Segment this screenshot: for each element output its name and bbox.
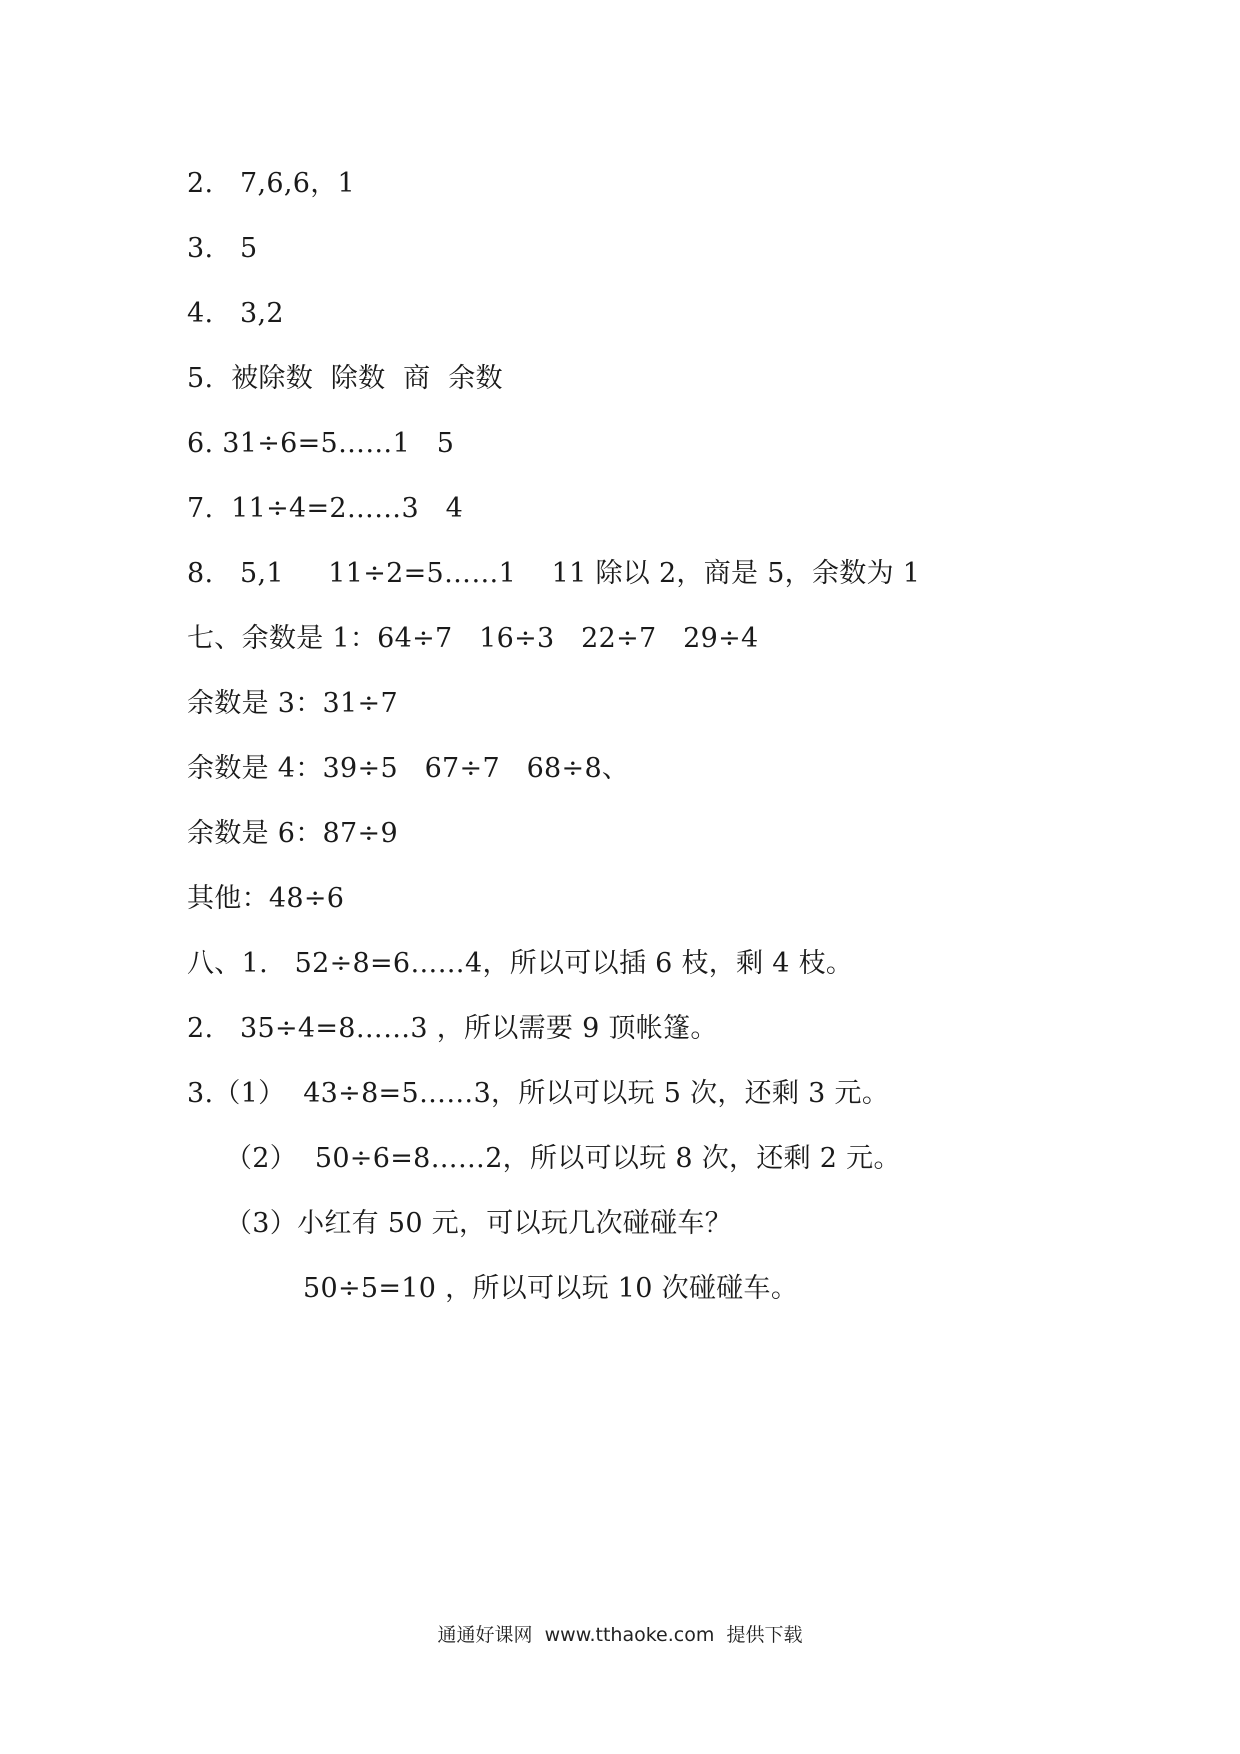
section-7-other: 其他：48÷6 [187,883,345,914]
answer-line-6: 6. 31÷6=5……1 5 [187,428,455,459]
section-7-remainder-3: 余数是 3：31÷7 [187,688,398,719]
section-8-answer-2: 2. 35÷4=8……3 ，所以需要 9 顶帐篷。 [187,1013,718,1044]
answer-line-2: 2. 7,6,6，1 [187,168,355,199]
answer-line-3: 3. 5 [187,233,258,264]
section-8-answer-3-part-3-solution: 50÷5=10 ，所以可以玩 10 次碰碰车。 [303,1273,799,1304]
answer-line-8: 8. 5,1 11÷2=5……1 11 除以 2，商是 5，余数为 1 [187,558,921,589]
section-8-answer-3-part-2: （2） 50÷6=8……2，所以可以玩 8 次，还剩 2 元。 [225,1143,901,1174]
answer-line-7: 7. 11÷4=2……3 4 [187,493,464,524]
page-footer: 通通好课网 www.tthaoke.com 提供下载 [437,1624,803,1646]
answer-line-4: 4. 3,2 [187,298,284,329]
section-7-remainder-4: 余数是 4：39÷5 67÷7 68÷8、 [187,753,630,784]
section-7-remainder-6: 余数是 6：87÷9 [187,818,398,849]
section-8-answer-3-part-3-question: （3）小红有 50 元，可以玩几次碰碰车？ [225,1208,732,1239]
section-8-answer-1: 八、1. 52÷8=6……4，所以可以插 6 枝，剩 4 枝。 [187,948,854,979]
section-7-remainder-1: 七、余数是 1：64÷7 16÷3 22÷7 29÷4 [187,623,759,654]
section-8-answer-3-part-1: 3.（1） 43÷8=5……3，所以可以玩 5 次，还剩 3 元。 [187,1078,890,1109]
answer-line-5: 5. 被除数 除数 商 余数 [187,363,503,394]
